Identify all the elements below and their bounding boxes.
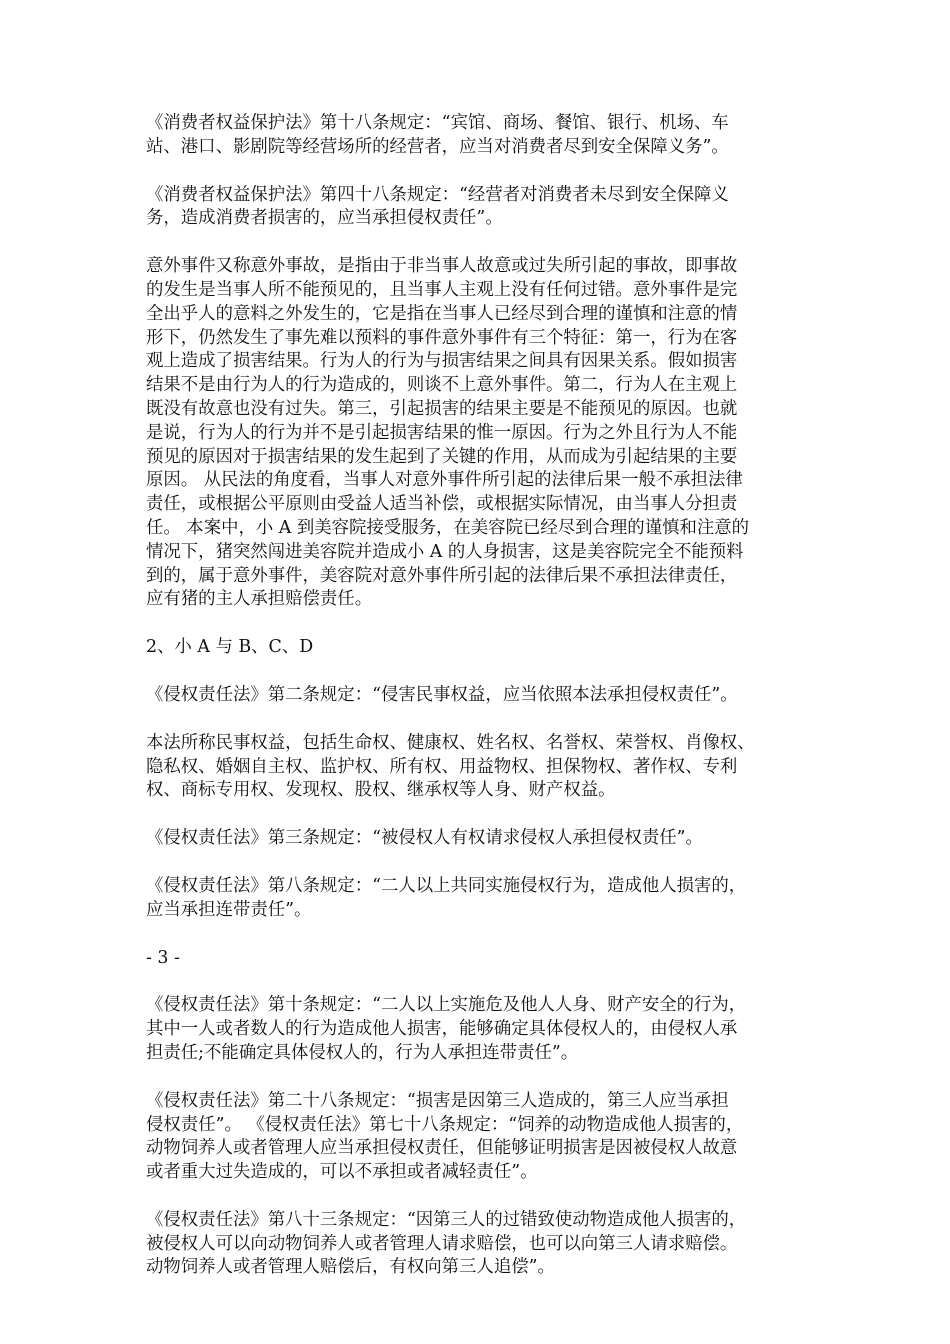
section-heading-2: 2、小 A 与 B、C、D (146, 637, 314, 658)
paragraph-consumer-law-article-18: 《消费者权益保护法》第十八条规定：“宾馆、商场、餐馆、银行、机场、车 站、港口、影剧院等经营场所的经营者，应当对消费者尽到安全保障义务”。 (146, 113, 729, 157)
paragraph-tort-law-article-2: 《侵权责任法》第二条规定：“侵害民事权益，应当依照本法承担侵权责任”。 (146, 684, 738, 705)
paragraph-civil-rights-list: 本法所称民事权益，包括生命权、健康权、姓名权、名誉权、荣誉权、肖像权、 隐私权、婚姻自主权、监护权、所有权、用益物权、担保物权、著作权、专利 权、商标专用权、发现权、股权、继承权等人身、财产权益。 (146, 732, 755, 801)
paragraph-tort-law-article-10: 《侵权责任法》第十条规定：“二人以上实施危及他人人身、财产安全的行为， 其中一人或者数人的行为造成他人损害，能够确定具体侵权人的，由侵权人承 担责任;不能确定具体侵权人的，行为人承担连带责任”。 (146, 995, 747, 1063)
paragraph-consumer-law-article-48: 《消费者权益保护法》第四十八条规定：“经营者对消费者未尽到安全保障义 务，造成消费者损害的，应当承担侵权责任”。 (146, 184, 729, 229)
paragraph-tort-law-article-28-78: 《侵权责任法》第二十八条规定：“损害是因第三人造成的，第三人应当承担 侵权责任”。 《侵权责任法》第七十八条规定：“饲养的动物造成他人损害的， 动物饲养人或者管理人应当承担侵权责任，但能够证明损害是因被侵权人故意 或者重大过失造成的，可以不承担或者减轻责任”。 (146, 1090, 744, 1183)
paragraph-accident-definition: 意外事件又称意外事故，是指由于非当事人故意或过失所引起的事故，即事故 的发生是当事人所不能预见的，且当事人主观上没有任何过错。意外事件是完 全出乎人的意料之外发生的，它是指在当事人已经尽到合理的谨慎和注意的情 形下，仍然发生了事先难以预料的事件意外事件有三个特征：第一，行为在客 观上造成了损害结果。行为人的行为与损害结果之间具有因果关系。假如损害 结果不是由行为人的行为造成的，则谈不上意外事件。第二，行为人在主观上 既没有故意也没有过失。第三，引起损害的结果主要是不能预见的原因。也就 是说，行为人的行为并不是引起损害结果的惟一原因。行为之外且行为人不能 预见的原因对于损害结果的发生起到了关键的作用，从而成为引起结果的主要 原因。 从民法的角度看，当事人对意外事件所引起的法律后果一般不承担法律 责任，或根据公平原则由受益人适当补偿，或根据实际情况，由当事人分担责 任。 本案中，小 A 到美容院接受服务，在美容院已经尽到合理的谨慎和注意的 情况下，猪突然闯进美容院并造成小 A 的人身损害，这是美容院完全不能预料 到的，属于意外事件，美容院对意外事件所引起的法律后果不承担法律责任， 应有猪的主人承担赔偿责任。 (146, 256, 750, 610)
paragraph-tort-law-article-3: 《侵权责任法》第三条规定：“被侵权人有权请求侵权人承担侵权责任”。 (146, 828, 703, 849)
page-number: - 3 - (146, 947, 180, 968)
paragraph-tort-law-article-8: 《侵权责任法》第八条规定：“二人以上共同实施侵权行为，造成他人损害的， 应当承担连带责任”。 (146, 875, 747, 920)
paragraph-tort-law-article-83: 《侵权责任法》第八十三条规定：“因第三人的过错致使动物造成他人损害的， 被侵权人可以向动物饲养人或者管理人请求赔偿，也可以向第三人请求赔偿。 动物饲养人或者管理人赔偿后，有权向第三人追偿”。 (146, 1209, 747, 1278)
document-page (146, 112, 810, 1304)
